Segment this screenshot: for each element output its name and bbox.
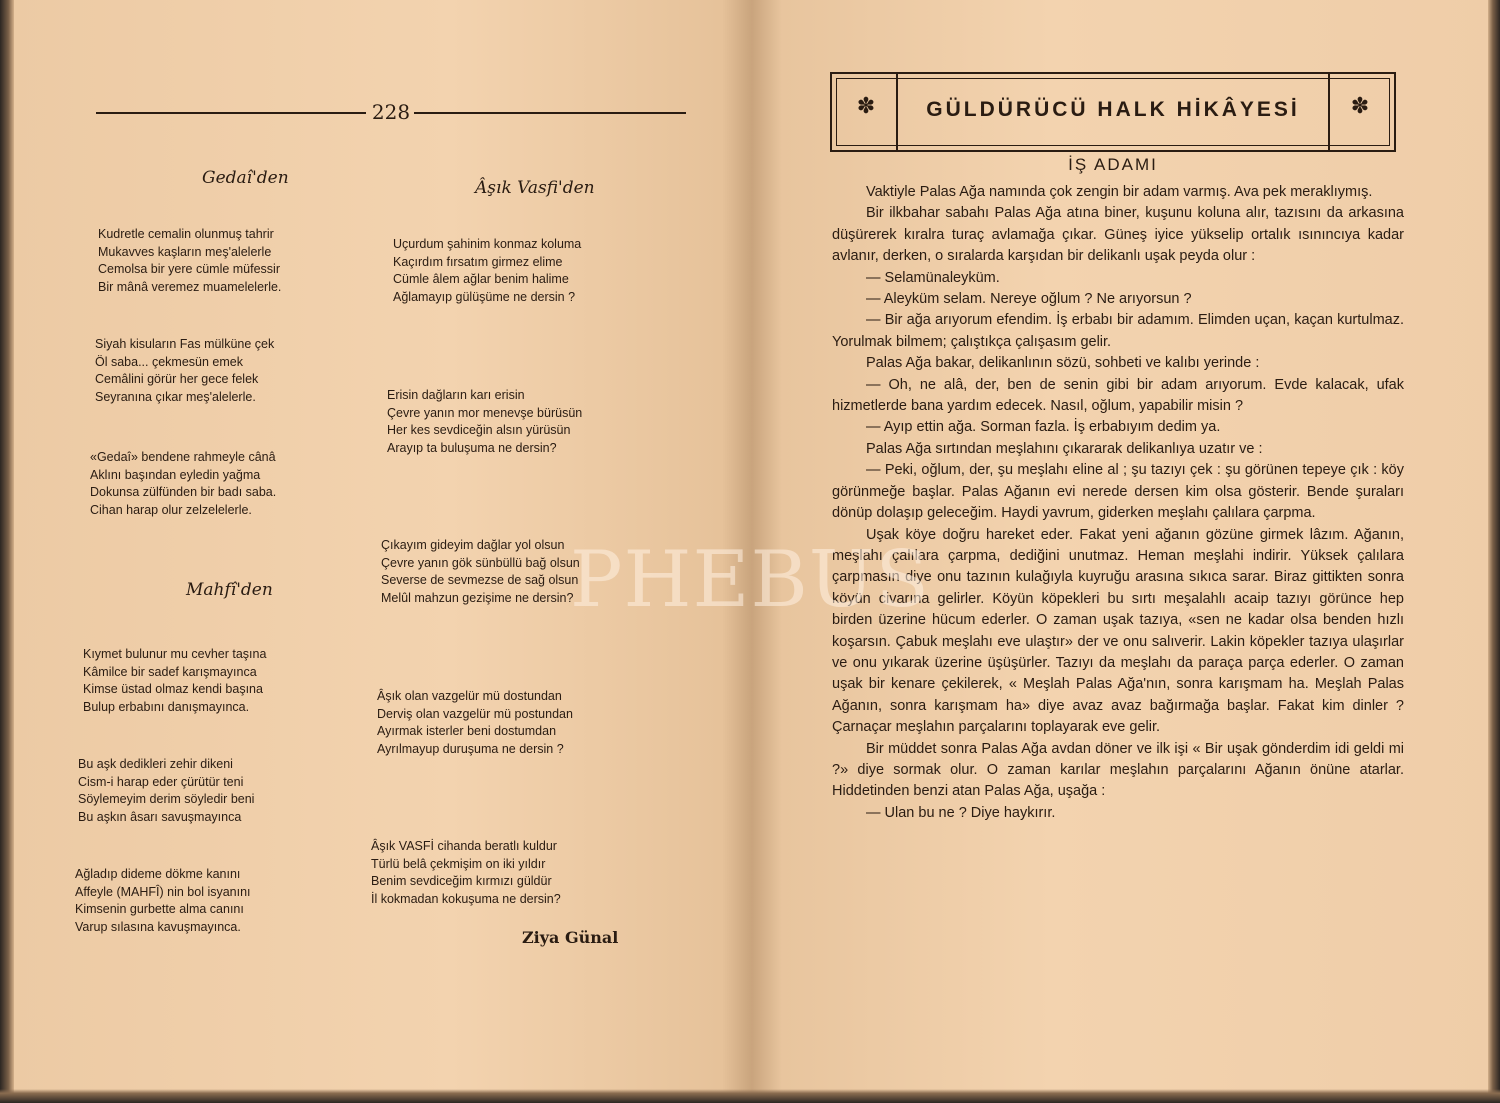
paragraph: Bir ilkbahar sabahı Palas Ağa atına biner, kuşunu koluna alır, tazısını da arkasına düşürerek kıralra turaç avlamağa çıkar. Güneş iyice yükselip ortalık ısınıncıya kadar avlanır, derken, o sıralarda karşıdan bir delikanlı uşak peyda olur :: [832, 205, 1404, 265]
dialogue-line: — Ulan bu ne ? Diye haykırır.: [866, 804, 1056, 821]
verse-line: Çevre yanın gök sünbüllü bağ olsun: [381, 555, 580, 570]
book-edge-right: [1488, 0, 1500, 1103]
poem-heading-gedai: Gedaî'den: [202, 168, 289, 188]
verse-line: Kimse üstad olmaz kendi başına: [83, 682, 263, 696]
verse-line: Cism-i harap eder çürütür teni: [78, 774, 244, 789]
verse-line: Affeyle (MAHFÎ) nin bol isyanını: [75, 884, 251, 899]
verse-line: Bu aşk dedikleri zehir dikeni: [78, 757, 233, 771]
verse-line: Varup sılasına kavuşmayınca.: [75, 919, 241, 934]
verse-line: Bulup erbabını danışmayınca.: [83, 699, 250, 714]
verse-line: Bir mânâ veremez muamelelerle.: [98, 279, 282, 294]
verse-line: Melûl mahzun gezişime ne dersin?: [381, 590, 574, 605]
verse-line: Kudretle cemalin olunmuş tahrir: [98, 227, 274, 241]
verse-line: Cümle âlem ağlar benim halime: [393, 272, 569, 286]
verse-line: Ayırmak isterler beni dostumdan: [377, 724, 557, 738]
paragraph: Palas Ağa bakar, delikanlının sözü, sohbeti ve kalıbı yerinde :: [866, 355, 1260, 372]
verse-line: Siyah kisuların Fas mülküne çek: [95, 337, 275, 351]
ornament-star-icon: ✽: [1350, 94, 1370, 119]
verse-line: Bu aşkın âsarı savuşmayınca: [78, 809, 242, 824]
verse-line: Her kes sevdiceğin alsın yürüsün: [387, 423, 571, 437]
book-edge-bottom: [0, 1089, 1500, 1103]
story-body: [832, 182, 1404, 824]
verse-line: İl kokmadan kokuşuma ne dersin?: [371, 891, 561, 906]
verse-line: Âşık VASFİ cihanda beratlı kuldur: [371, 839, 557, 853]
paragraph: Palas Ağa sırtından meşlahını çıkararak delikanlıya uzatır ve :: [866, 440, 1263, 457]
verse-line: Aklını başından eyledin yağma: [90, 467, 261, 482]
verse-line: Ağladıp dideme dökme kanını: [75, 867, 241, 881]
dialogue-line: — Peki, oğlum, der, şu meşlahı eline al ; şu tazıyı çek : şu görünen tepeye çık : köy görünmeğe başlar. Palas Ağanın evi nerede dersen kim olsa gösterir. Bende şuraları dönüp dolaşıp geleceğim. Haydi yavrum, giderken meşlahı çalılara çarpma.: [832, 462, 1404, 522]
poem-stanza: [95, 336, 274, 406]
verse-line: Uçurdum şahinim konmaz koluma: [393, 237, 582, 251]
verse-line: Çıkayım gideyim dağlar yol olsun: [381, 538, 565, 552]
book-edge-left: [0, 0, 14, 1103]
verse-line: Erisin dağların karı erisin: [387, 388, 525, 402]
poem-stanza: [393, 236, 581, 306]
poem-stanza: [83, 646, 266, 716]
header-rule-right: [414, 112, 686, 114]
page-number: 228: [371, 100, 411, 124]
verse-line: Türlü belâ çekmişim on iki yıldır: [371, 856, 546, 871]
verse-line: Kâmilce bir sadef karışmayınca: [83, 664, 257, 679]
poem-stanza: [371, 838, 561, 908]
story-title: İŞ ADAMI: [1068, 155, 1158, 174]
watermark: PHEBUS: [570, 535, 930, 625]
verse-line: Derviş olan vazgelür mü postundan: [377, 706, 573, 721]
verse-line: Âşık olan vazgelür mü dostundan: [377, 689, 562, 703]
poem-stanza: [90, 449, 276, 519]
dialogue-line: — Oh, ne alâ, der, ben de senin gibi bir adam arıyorum. Evde kalacak, ufak hizmetlerde bana yardım edecek. Nasıl, oğlum, yapabilir misin ?: [832, 376, 1404, 415]
verse-line: Dokunsa zülfünden bir badı saba.: [90, 485, 277, 499]
dialogue-line: — Aleyküm selam. Nereye oğlum ? Ne arıyorsun ?: [866, 291, 1192, 308]
title-box: [830, 72, 1396, 152]
verse-line: Ayrılmayup duruşuma ne dersin ?: [377, 741, 564, 756]
verse-line: Kimsenin gurbette alma canını: [75, 902, 244, 916]
paragraph: Vaktiyle Palas Ağa namında çok zengin bir adam varmış. Ava pek meraklıymış.: [866, 184, 1373, 200]
author-signature: Ziya Günal: [522, 928, 619, 947]
series-title: GÜLDÜRÜCÜ HALK HİKÂYESİ: [926, 98, 1300, 121]
verse-line: Ağlamayıp gülüşüme ne dersin ?: [393, 289, 576, 304]
page-header: [96, 100, 686, 124]
poem-stanza: [78, 756, 254, 826]
poem-heading-mahfi: Mahfî'den: [186, 580, 273, 600]
poem-stanza: [387, 387, 582, 457]
verse-line: Çevre yanın mor menevşe bürüsün: [387, 405, 583, 420]
verse-line: Öl saba... çekmesün emek: [95, 354, 243, 369]
poem-stanza: [75, 866, 251, 936]
dialogue-line: — Ayıp ettin ağa. Sorman fazla. İş erbabıyım dedim ya.: [866, 419, 1221, 436]
verse-line: Seyranına çıkar meş'alelerle.: [95, 389, 256, 404]
verse-line: «Gedaî» bendene rahmeyle cânâ: [90, 450, 276, 464]
verse-line: Cemolsa bir yere cümle müfessir: [98, 262, 280, 276]
poem-heading-asik-vasfi: Âşık Vasfi'den: [475, 178, 595, 198]
poem-stanza: [98, 226, 281, 296]
verse-line: Cemâlini görür her gece felek: [95, 372, 259, 386]
verse-line: Kıymet bulunur mu cevher taşına: [83, 647, 267, 661]
dialogue-line: — Bir ağa arıyorum efendim. İş erbabı bir adamım. Elimden uçan, kaçan kurtulmaz. Yorulmak bilmem; çalıştıkça çalışasım gelir.: [832, 312, 1404, 350]
verse-line: Kaçırdım fırsatım girmez elime: [393, 254, 563, 269]
verse-line: Severse de sevmezse de sağ olsun: [381, 573, 579, 587]
poem-stanza: [381, 537, 580, 607]
verse-line: Cihan harap olur zelzelelerle.: [90, 502, 252, 517]
ornament-star-icon: ✽: [856, 94, 876, 119]
paragraph: Uşak köye doğru hareket eder. Fakat yeni ağanın gözüne girmek lâzım. Ağanın, meşlahı çalılara çarpma, dediğini unutmaz. Heman meşlahi indirir. Yüksek çalılara çarpmasın diye onu tazının kulağıyla kuyruğu arasına sıkıca sarar. Biraz gittikten sonra köyün civarına gelirler. Köyün köpekleri bu sırtı meşalahlı acaip tazıyı görünce hep birden üzerine hücum ederler. O zaman uşak tazıya, «sen ne kadar olsa benden hızlı koşarsın. Çabuk meşlahı eve ulaştır» der ve onu salıverir. Lakin köpekler tazıya ulaşırlar ve onu yıkarak üzerine üşüşürler. Tazıyı da meşlahı da paraça parça ederler. O zaman uşak bir kenare çekilerek, « Meşlah Palas Ağa'nın, sonra karışmam ha. Meşlah Palas Ağanın, sonra karışmam ha» diye avaz avaz bağırmağa başlar. Fakat kim dinler ? Çarnaçar meşlahın parçalarını toplayarak eve gelir.: [832, 526, 1404, 736]
verse-line: Mukavves kaşların meş'alelerle: [98, 244, 272, 259]
paragraph: Bir müddet sonra Palas Ağa avdan döner ve ilk işi « Bir uşak gönderdim idi geldi mi ?» diye sormak olur. O zaman karılar meşlahın parçalarını Ağanın önüne atarlar. Hiddetinden benzi atan Palas Ağa, uşağa :: [832, 740, 1404, 800]
header-rule-left: [96, 112, 366, 114]
dialogue-line: — Selamünaleyküm.: [866, 269, 1000, 286]
verse-line: Benim sevdiceğim kırmızı güldür: [371, 874, 552, 888]
verse-line: Arayıp ta buluşuma ne dersin?: [387, 440, 557, 455]
verse-line: Söylemeyim derim söyledir beni: [78, 792, 255, 806]
title-box-divider-left: [896, 74, 898, 150]
poem-stanza: [377, 688, 573, 758]
